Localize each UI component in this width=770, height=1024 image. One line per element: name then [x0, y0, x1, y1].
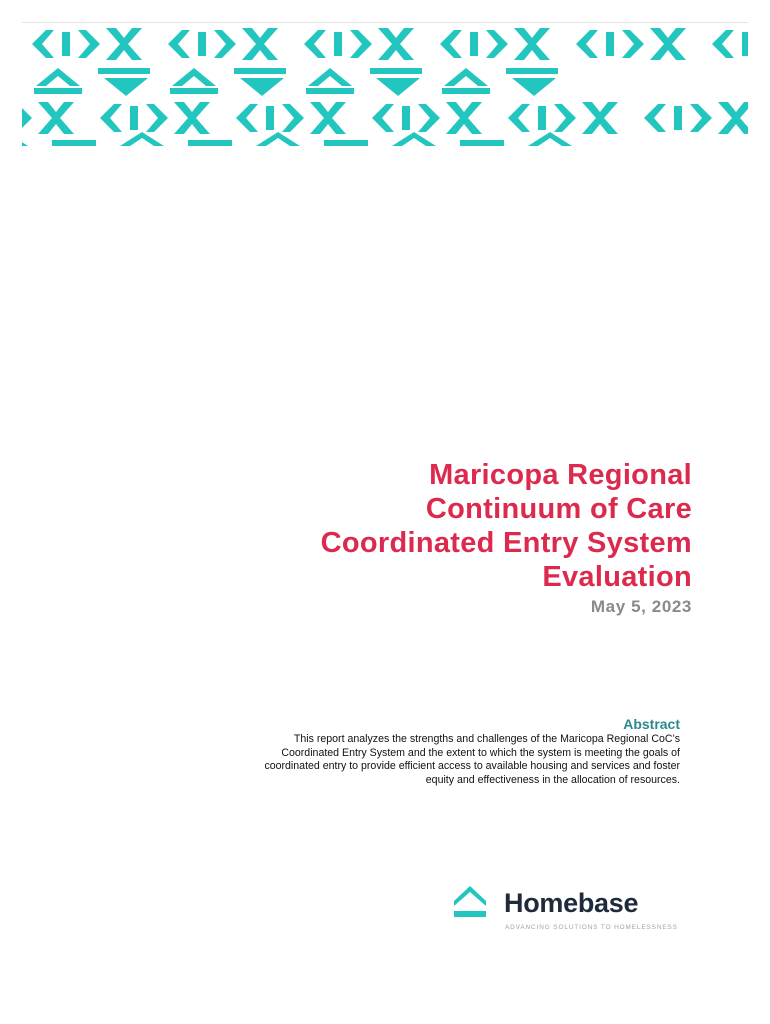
- house-icon: [452, 883, 488, 919]
- abstract-line-4: equity and effectiveness in the allocation of resources.: [425, 773, 680, 786]
- title-line-2: Continuum of Care: [425, 493, 692, 525]
- abstract-line-2: Coordinated Entry System and the extent to which the system is meeting the goals of: [281, 746, 680, 759]
- abstract-heading: Abstract: [623, 716, 680, 732]
- title-line-4: Evaluation: [542, 561, 692, 593]
- header-rule: [22, 22, 748, 23]
- abstract-line-3: coordinated entry to provide efficient access to available housing and services and foster: [264, 760, 680, 772]
- logo-tagline: ADVANCING SOLUTIONS TO HOMELESSNESS: [505, 924, 678, 931]
- logo-wordmark: Homebase: [504, 888, 639, 918]
- title-line-3: Coordinated Entry System: [320, 527, 692, 559]
- report-date: May 5, 2023: [590, 597, 692, 616]
- title-line-1: Maricopa Regional: [429, 459, 692, 491]
- title-block: [172, 458, 692, 618]
- teal-pattern-banner: [22, 28, 748, 148]
- homebase-logo: [452, 880, 688, 940]
- abstract-section: [140, 716, 680, 787]
- abstract-line-1: This report analyzes the strengths and challenges of the Maricopa Regional CoC’s: [293, 733, 680, 745]
